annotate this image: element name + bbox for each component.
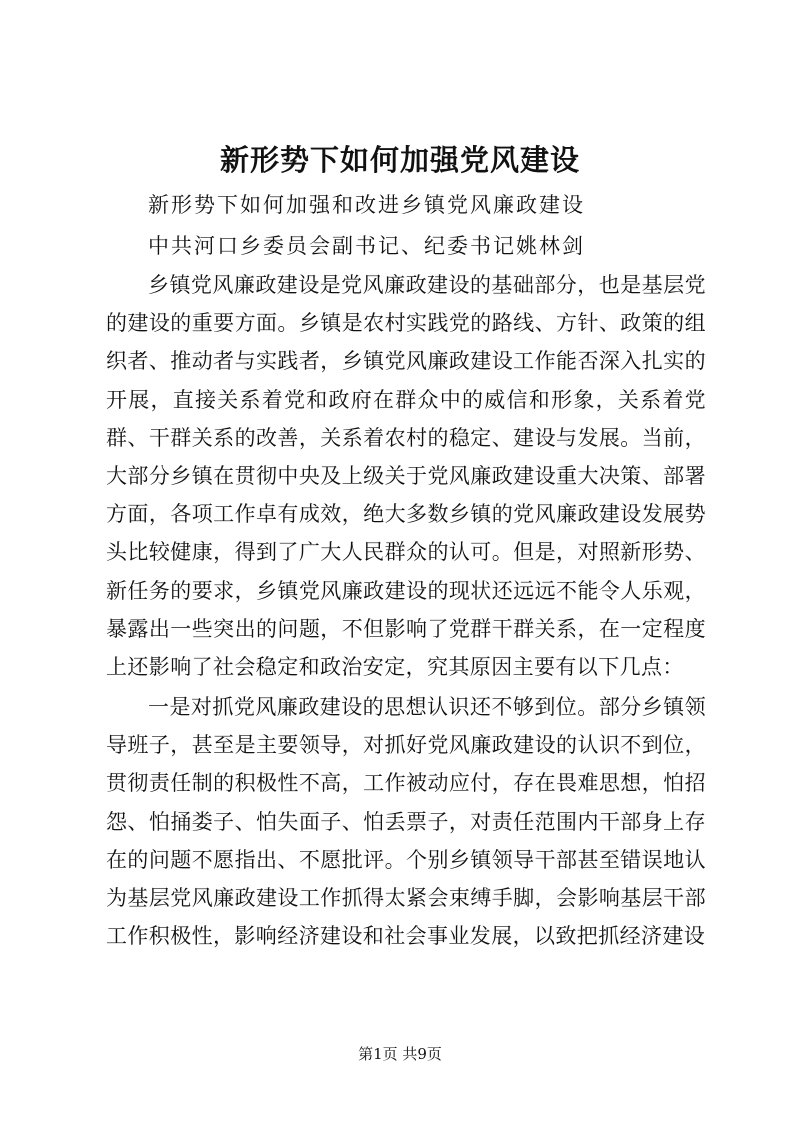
body-paragraph-2: 一是对抓党风廉政建设的思想认识还不够到位。部分乡镇领导班子，甚至是主要领导，对抓好党风廉政建设的认识不到位，贯彻责任制的积极性不高，工作被动应付，存在畏难思想，怕招怨、怕捅娄子、怕失面子、怕丢票子，对责任范围内干部身上存在的问题不愿指出、不愿批评。个别乡镇领导干部甚至错误地认为基层党风廉政建设工作抓得太紧会束缚手脚，会影响基层干部工作积极性，影响经济建设和社会事业发展，以致把抓经济建设 <box>106 695 706 949</box>
body-paragraph-1: 乡镇党风廉政建设是党风廉政建设的基础部分，也是基层党的建设的重要方面。乡镇是农村实践党的路线、方针、政策的组织者、推动者与实践者，乡镇党风廉政建设工作能否深入扎实的开展，直接关系着党和政府在群众中的威信和形象，关系着党群、干群关系的改善，关系着农村的稳定、建设与发展。当前，大部分乡镇在贯彻中央及上级关于党风廉政建设重大决策、部署方面，各项工作卓有成效，绝大多数乡镇的党风廉政建设发展势头比较健康，得到了广大人民群众的认可。但是，对照新形势、新任务的要求，乡镇党风廉政建设的现状还远远不能令人乐观，暴露出一些突出的问题，不但影响了党群干群关系，在一定程度上还影响了社会稳定和政治安定，究其原因主要有以下几点： <box>106 273 706 680</box>
document-subtitle: 新形势下如何加强和改进乡镇党风廉政建设 <box>148 193 585 217</box>
page-footer: 第1页 共9页 <box>358 1045 442 1063</box>
document-title: 新形势下如何加强党风建设 <box>219 143 580 177</box>
author-line: 中共河口乡委员会副书记、纪委书记姚林剑 <box>148 234 585 258</box>
